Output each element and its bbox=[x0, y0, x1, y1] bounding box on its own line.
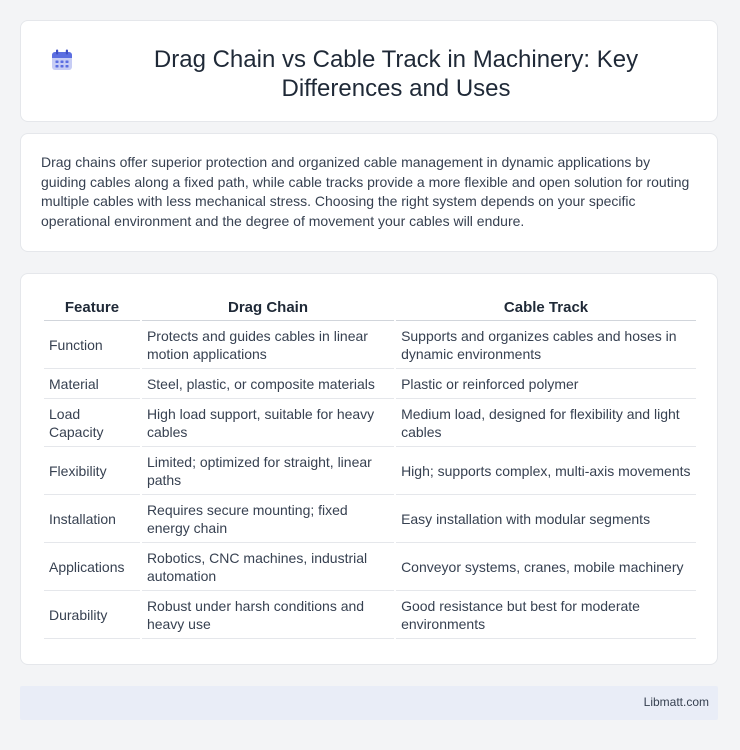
header-drag-chain: Drag Chain bbox=[142, 294, 394, 321]
feature-cell: Material bbox=[44, 369, 140, 399]
feature-cell: Durability bbox=[44, 591, 140, 639]
drag-chain-cell: Limited; optimized for straight, linear paths bbox=[142, 447, 394, 495]
header-cable-track: Cable Track bbox=[396, 294, 696, 321]
table-header-row bbox=[44, 294, 696, 321]
cable-track-cell: Plastic or reinforced polymer bbox=[396, 369, 696, 399]
table-row bbox=[44, 591, 696, 639]
cable-track-cell: Supports and organizes cables and hoses in dynamic environments bbox=[396, 321, 696, 369]
drag-chain-cell: High load support, suitable for heavy cables bbox=[142, 399, 394, 447]
feature-cell: Applications bbox=[44, 543, 140, 591]
drag-chain-cell: Robotics, CNC machines, industrial automation bbox=[142, 543, 394, 591]
drag-chain-cell: Robust under harsh conditions and heavy use bbox=[142, 591, 394, 639]
feature-cell: Flexibility bbox=[44, 447, 140, 495]
feature-cell: Function bbox=[44, 321, 140, 369]
feature-cell: Installation bbox=[44, 495, 140, 543]
drag-chain-cell: Steel, plastic, or composite materials bbox=[142, 369, 394, 399]
cable-track-cell: High; supports complex, multi-axis movements bbox=[396, 447, 696, 495]
cable-track-cell: Medium load, designed for flexibility and light cables bbox=[396, 399, 696, 447]
drag-chain-cell: Protects and guides cables in linear motion applications bbox=[142, 321, 394, 369]
comparison-table bbox=[42, 294, 698, 639]
table-row bbox=[44, 543, 696, 591]
table-row bbox=[44, 369, 696, 399]
cable-track-cell: Good resistance but best for moderate environments bbox=[396, 591, 696, 639]
comparison-card bbox=[20, 273, 718, 665]
intro-card bbox=[20, 133, 718, 252]
cable-track-cell: Conveyor systems, cranes, mobile machinery bbox=[396, 543, 696, 591]
table-row bbox=[44, 495, 696, 543]
footer bbox=[20, 686, 718, 720]
title-card bbox=[20, 20, 718, 122]
drag-chain-cell: Requires secure mounting; fixed energy chain bbox=[142, 495, 394, 543]
table-row bbox=[44, 321, 696, 369]
footer-site-link[interactable]: Libmatt.com bbox=[643, 695, 709, 709]
header-feature: Feature bbox=[44, 294, 140, 321]
table-row bbox=[44, 447, 696, 495]
cable-track-cell: Easy installation with modular segments bbox=[396, 495, 696, 543]
intro-paragraph: Drag chains offer superior protection and organized cable management in dynamic applications by guiding cables along a fixed path, while cable tracks provide a more flexible and open solution for routing multiple cables with less mechanical stress. Choosing the right system depends on your specific operational environment and the degree of movement your cables will endure. bbox=[41, 154, 690, 229]
feature-cell: Load Capacity bbox=[44, 399, 140, 447]
page-title: Drag Chain vs Cable Track in Machinery: Key Differences and Uses bbox=[153, 46, 639, 102]
table-row bbox=[44, 399, 696, 447]
calendar-icon bbox=[50, 48, 74, 72]
